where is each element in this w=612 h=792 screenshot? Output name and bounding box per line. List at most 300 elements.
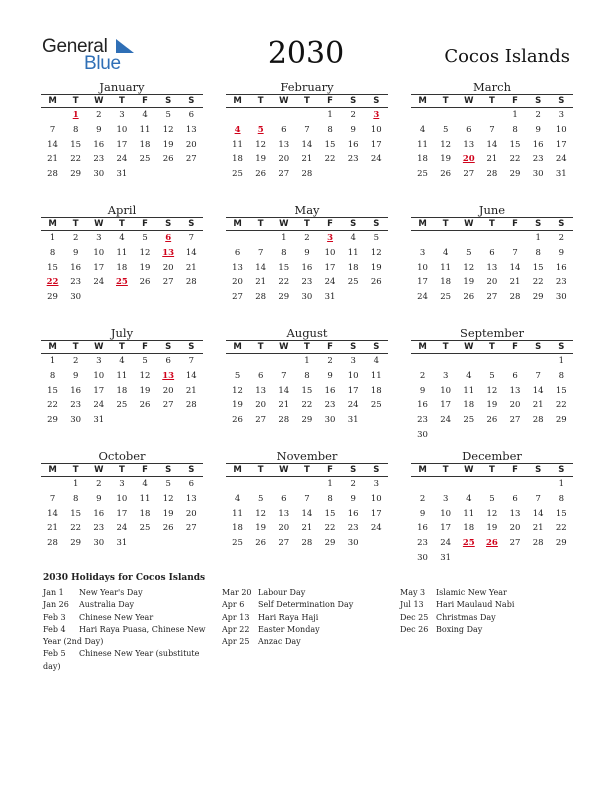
holiday-date: May 3	[400, 588, 426, 597]
calendar-day: 11	[139, 493, 151, 504]
calendar-day: 12	[139, 370, 151, 381]
calendar-day: 22	[324, 154, 336, 165]
calendar-day: 18	[463, 523, 475, 534]
weekday-label: S	[188, 96, 195, 106]
month-april	[41, 203, 203, 305]
weekday-header	[41, 95, 203, 107]
empty-day	[411, 108, 434, 123]
calendar-day: 13	[255, 385, 267, 396]
weekday-label: F	[142, 465, 148, 475]
calendar-day: 26	[255, 169, 267, 180]
calendar-day: 3	[119, 479, 125, 489]
weekday-label: F	[512, 465, 518, 475]
weekday-label: S	[558, 96, 565, 106]
weekday-label: M	[418, 465, 427, 475]
calendar-day: 5	[466, 247, 472, 258]
empty-day	[504, 231, 527, 246]
calendar-day: 29	[555, 538, 567, 549]
calendar-day: 25	[440, 292, 452, 303]
calendar-day: 28	[47, 169, 58, 180]
calendar-day: 4	[142, 110, 148, 120]
calendar-day: 9	[304, 247, 310, 258]
month-december	[411, 449, 573, 566]
calendar-day: 28	[185, 400, 197, 411]
holiday-name: Anzac Day	[258, 637, 301, 647]
calendar-day: 25	[463, 415, 475, 426]
calendar-day: 23	[301, 277, 313, 288]
empty-day	[411, 354, 434, 369]
weekday-label: S	[350, 96, 357, 106]
weekday-label: T	[489, 96, 495, 106]
calendar-day: 5	[373, 233, 380, 243]
calendar-day: 7	[304, 493, 310, 504]
calendar-day: 13	[509, 385, 521, 396]
calendar-day: 28	[47, 538, 58, 549]
weekday-label: M	[418, 219, 427, 229]
calendar-day: 19	[139, 385, 151, 396]
calendar-day: 28	[185, 277, 197, 288]
holiday-item	[43, 599, 208, 611]
calendar-day: 25	[139, 154, 151, 165]
holiday-day: 22	[46, 277, 59, 288]
empty-day	[457, 477, 480, 492]
calendar-day: 21	[47, 154, 58, 165]
calendar-day: 7	[489, 124, 495, 135]
weekday-header	[411, 341, 573, 353]
calendar-day: 7	[49, 493, 56, 504]
calendar-day: 5	[142, 233, 148, 243]
calendar-day: 19	[463, 277, 475, 288]
holiday-item	[43, 612, 208, 624]
weekday-label: S	[350, 219, 357, 229]
empty-day	[504, 477, 527, 492]
empty-day	[434, 354, 457, 369]
calendar-day: 30	[93, 538, 105, 549]
holiday-item	[400, 612, 565, 624]
calendar-day: 27	[255, 415, 267, 426]
calendar-day: 15	[47, 262, 58, 273]
weekday-label: W	[279, 219, 289, 229]
weekday-label: F	[142, 342, 148, 352]
weekday-label: F	[327, 342, 333, 352]
month-name: October	[98, 449, 146, 463]
calendar-day: 28	[532, 415, 544, 426]
day-grid	[226, 108, 388, 182]
calendar-day: 16	[70, 262, 82, 273]
weekday-label: S	[535, 96, 542, 106]
weekday-label: M	[48, 342, 57, 352]
weekday-label: T	[442, 96, 449, 106]
calendar-day: 27	[486, 292, 498, 303]
calendar-day: 17	[324, 262, 336, 273]
calendar-day: 16	[93, 139, 105, 150]
weekday-label: S	[373, 465, 380, 475]
calendar-day: 29	[324, 538, 336, 549]
holiday-date: Feb 5	[43, 649, 66, 659]
calendar-day: 28	[301, 169, 313, 180]
calendar-day: 8	[558, 493, 565, 504]
calendar-day: 10	[347, 370, 359, 381]
calendar-day: 25	[417, 169, 428, 180]
weekday-header	[411, 218, 573, 230]
weekday-label: T	[119, 465, 125, 475]
calendar-day: 13	[185, 493, 197, 504]
weekday-header	[226, 464, 388, 476]
calendar-day: 28	[278, 415, 290, 426]
day-grid	[226, 231, 388, 305]
month-september	[411, 326, 573, 443]
calendar-day: 9	[72, 370, 79, 381]
calendar-day: 19	[440, 154, 452, 165]
weekday-label: S	[165, 219, 172, 229]
month-name: November	[276, 449, 338, 463]
holiday-name: Islamic New Year	[436, 588, 507, 597]
calendar-day: 14	[278, 385, 290, 396]
calendar-day: 6	[165, 356, 171, 366]
calendar-day: 3	[350, 356, 356, 366]
calendar-day: 7	[281, 370, 287, 381]
calendar-day: 24	[440, 538, 452, 549]
month-name: July	[110, 326, 134, 340]
calendar-day: 20	[255, 400, 267, 411]
month-february	[226, 80, 388, 182]
calendar-day: 23	[93, 154, 105, 165]
calendar-day: 22	[47, 400, 58, 411]
weekday-header	[411, 464, 573, 476]
empty-day	[411, 231, 434, 246]
calendar-day: 6	[512, 493, 518, 504]
calendar-day: 11	[370, 370, 382, 381]
weekday-header	[41, 464, 203, 476]
empty-day	[434, 477, 457, 492]
calendar-day: 12	[255, 508, 267, 519]
weekday-label: M	[48, 465, 57, 475]
weekday-label: T	[304, 219, 310, 229]
holiday-item	[43, 648, 208, 673]
empty-day	[527, 354, 550, 369]
calendar-day: 31	[555, 169, 567, 180]
calendar-day: 17	[440, 400, 452, 411]
empty-day	[480, 354, 503, 369]
calendar-day: 23	[70, 277, 82, 288]
calendar-day: 25	[347, 277, 359, 288]
calendar-day: 2	[72, 233, 79, 243]
holiday-day: 25	[462, 538, 475, 549]
calendar-day: 2	[96, 479, 102, 489]
calendar-day: 28	[532, 538, 544, 549]
month-name: March	[473, 80, 511, 94]
calendar-day: 3	[119, 110, 125, 120]
calendar-day: 10	[116, 493, 128, 504]
weekday-label: S	[535, 342, 542, 352]
holiday-name: Labour Day	[258, 588, 306, 597]
calendar-day: 22	[70, 154, 82, 165]
calendar-day: 8	[72, 124, 79, 135]
holiday-day: 20	[462, 154, 475, 165]
calendar-day: 29	[555, 415, 567, 426]
calendar-day: 9	[350, 493, 356, 504]
calendar-day: 13	[278, 139, 290, 150]
calendar-day: 24	[116, 523, 128, 534]
calendar-day: 18	[232, 523, 243, 534]
calendar-day: 15	[532, 262, 544, 273]
calendar-day: 23	[70, 400, 82, 411]
calendar-day: 22	[532, 277, 544, 288]
calendar-day: 11	[232, 508, 243, 519]
calendar-day: 9	[96, 493, 102, 504]
weekday-label: S	[535, 465, 542, 475]
empty-day	[411, 477, 434, 492]
calendar-day: 12	[162, 493, 174, 504]
calendar-day: 28	[255, 292, 267, 303]
calendar-day: 27	[185, 154, 197, 165]
empty-day	[249, 231, 272, 246]
calendar-day: 16	[301, 262, 313, 273]
empty-day	[295, 477, 318, 492]
calendar-day: 21	[301, 523, 313, 534]
weekday-header	[41, 341, 203, 353]
calendar-day: 14	[509, 262, 521, 273]
weekday-label: S	[188, 342, 195, 352]
calendar-day: 24	[440, 415, 452, 426]
day-grid	[411, 108, 573, 182]
weekday-label: T	[72, 219, 79, 229]
calendar-day: 23	[417, 415, 428, 426]
calendar-day: 23	[532, 154, 544, 165]
weekday-label: T	[304, 96, 310, 106]
calendar-day: 11	[440, 262, 452, 273]
weekday-label: S	[165, 342, 172, 352]
calendar-day: 29	[301, 415, 313, 426]
calendar-day: 17	[555, 139, 567, 150]
calendar-day: 1	[327, 110, 333, 120]
holiday-name: Hari Raya Haji	[258, 612, 319, 622]
calendar-day: 16	[417, 400, 428, 411]
calendar-day: 18	[463, 400, 475, 411]
calendar-day: 21	[509, 277, 521, 288]
weekday-label: M	[233, 96, 242, 106]
month-october	[41, 449, 203, 551]
empty-day	[295, 108, 318, 123]
calendar-day: 30	[347, 538, 359, 549]
weekday-label: W	[279, 342, 289, 352]
calendar-day: 4	[350, 233, 356, 243]
calendar-day: 17	[347, 385, 359, 396]
empty-day	[226, 354, 249, 369]
calendar-day: 19	[370, 262, 382, 273]
calendar-day: 13	[232, 262, 243, 273]
calendar-day: 31	[347, 415, 359, 426]
weekday-label: S	[558, 465, 565, 475]
weekday-header	[41, 218, 203, 230]
calendar-day: 5	[442, 124, 449, 135]
month-name: April	[107, 203, 137, 217]
calendar-day: 5	[165, 479, 171, 489]
empty-day	[226, 477, 249, 492]
calendar-day: 3	[558, 110, 565, 120]
calendar-day: 8	[49, 247, 56, 258]
calendar-day: 18	[417, 154, 428, 165]
holiday-name: Self Determination Day	[258, 600, 354, 610]
calendar-day: 1	[72, 479, 79, 489]
calendar-day: 11	[139, 124, 151, 135]
empty-day	[527, 477, 550, 492]
holiday-date: Apr 13	[222, 612, 250, 622]
holiday-name: Australia Day	[79, 600, 134, 610]
empty-day	[457, 108, 480, 123]
empty-day	[480, 477, 503, 492]
calendar-day: 19	[139, 262, 151, 273]
calendar-day: 7	[512, 247, 518, 258]
calendar-day: 14	[185, 370, 197, 381]
weekday-label: T	[257, 342, 264, 352]
calendar-day: 17	[417, 277, 428, 288]
calendar-day: 1	[558, 479, 565, 489]
calendar-day: 15	[47, 385, 58, 396]
calendar-day: 21	[301, 154, 313, 165]
calendar-day: 28	[486, 169, 498, 180]
calendar-day: 5	[257, 493, 264, 504]
calendar-day: 10	[370, 493, 382, 504]
calendar-day: 2	[327, 356, 333, 366]
calendar-day: 17	[93, 385, 105, 396]
day-grid	[411, 354, 573, 443]
calendar-day: 20	[162, 262, 174, 273]
weekday-label: S	[165, 465, 172, 475]
day-grid	[41, 231, 203, 305]
calendar-day: 5	[234, 370, 241, 381]
weekday-label: S	[373, 342, 380, 352]
holiday-day: 13	[162, 247, 175, 258]
empty-day	[272, 477, 295, 492]
calendar-day: 14	[47, 139, 58, 150]
calendar-day: 4	[142, 479, 148, 489]
holidays-title: 2030 Holidays for Cocos Islands	[43, 573, 206, 583]
calendar-day: 19	[162, 508, 174, 519]
calendar-day: 18	[116, 262, 128, 273]
holiday-date: Feb 3	[43, 612, 66, 622]
calendar-day: 16	[555, 262, 567, 273]
calendar-day: 15	[555, 508, 567, 519]
weekday-label: W	[279, 465, 289, 475]
empty-day	[249, 354, 272, 369]
holiday-name: New Year's Day	[79, 588, 143, 597]
empty-day	[504, 354, 527, 369]
calendar-day: 5	[489, 493, 495, 504]
calendar-day: 4	[373, 356, 380, 366]
calendar-day: 18	[139, 139, 151, 150]
holiday-name: Hari Raya Puasa, Chinese New Year (2nd Day)	[43, 624, 206, 647]
calendar-day: 30	[532, 169, 544, 180]
calendar-day: 5	[489, 370, 495, 381]
calendar-day: 15	[70, 508, 82, 519]
calendar-day: 25	[139, 523, 151, 534]
calendar-day: 10	[370, 124, 382, 135]
calendar-day: 12	[486, 385, 498, 396]
calendar-day: 5	[165, 110, 171, 120]
weekday-label: S	[373, 219, 380, 229]
calendar-day: 31	[324, 292, 336, 303]
weekday-label: T	[119, 96, 125, 106]
holiday-item	[222, 624, 387, 636]
weekday-label: F	[142, 219, 148, 229]
weekday-label: W	[464, 219, 474, 229]
holiday-day: 5	[257, 124, 264, 135]
weekday-label: S	[165, 96, 172, 106]
calendar-day: 20	[162, 385, 174, 396]
month-november	[226, 449, 388, 551]
calendar-day: 16	[347, 139, 359, 150]
calendar-day: 9	[350, 124, 356, 135]
calendar-day: 17	[93, 262, 105, 273]
calendar-day: 10	[440, 508, 452, 519]
calendar-day: 8	[49, 370, 56, 381]
calendar-day: 10	[116, 124, 128, 135]
calendar-day: 10	[440, 385, 452, 396]
calendar-day: 24	[370, 154, 382, 165]
calendar-day: 27	[162, 277, 174, 288]
calendar-day: 27	[509, 538, 521, 549]
calendar-day: 18	[139, 508, 151, 519]
calendar-day: 6	[281, 493, 287, 504]
calendar-day: 29	[70, 538, 82, 549]
calendar-day: 23	[93, 523, 105, 534]
calendar-day: 16	[532, 139, 544, 150]
weekday-header	[226, 218, 388, 230]
calendar-day: 24	[93, 277, 105, 288]
weekday-label: W	[464, 96, 474, 106]
calendar-day: 30	[417, 429, 428, 440]
calendar-day: 20	[185, 508, 197, 519]
weekday-label: F	[512, 96, 518, 106]
calendar-day: 20	[509, 523, 521, 534]
calendar-day: 26	[486, 415, 498, 426]
holiday-day: 4	[234, 124, 241, 135]
calendar-day: 18	[347, 262, 359, 273]
calendar-day: 20	[486, 277, 498, 288]
holiday-item	[222, 599, 387, 611]
calendar-day: 18	[440, 277, 452, 288]
calendar-day: 21	[47, 523, 58, 534]
weekday-label: M	[418, 96, 427, 106]
calendar-day: 2	[419, 370, 426, 381]
empty-day	[457, 354, 480, 369]
weekday-label: W	[94, 96, 104, 106]
calendar-day: 19	[162, 139, 174, 150]
calendar-day: 9	[96, 124, 102, 135]
weekday-label: W	[464, 465, 474, 475]
logo-blue-text: Blue	[84, 53, 121, 74]
day-grid	[411, 477, 573, 566]
calendar-day: 23	[347, 523, 359, 534]
holiday-day: 1	[72, 110, 79, 120]
calendar-day: 13	[486, 262, 498, 273]
calendar-day: 21	[278, 400, 290, 411]
holiday-item	[400, 599, 565, 611]
calendar-day: 22	[555, 400, 567, 411]
weekday-label: S	[373, 96, 380, 106]
calendar-day: 19	[486, 400, 498, 411]
holiday-date: Dec 25	[400, 612, 429, 622]
weekday-label: S	[350, 342, 357, 352]
calendar-day: 18	[232, 154, 243, 165]
calendar-day: 1	[535, 233, 541, 243]
month-january	[41, 80, 203, 182]
calendar-day: 25	[232, 169, 243, 180]
calendar-day: 27	[162, 400, 174, 411]
calendar-day: 9	[72, 247, 79, 258]
weekday-label: T	[72, 465, 79, 475]
